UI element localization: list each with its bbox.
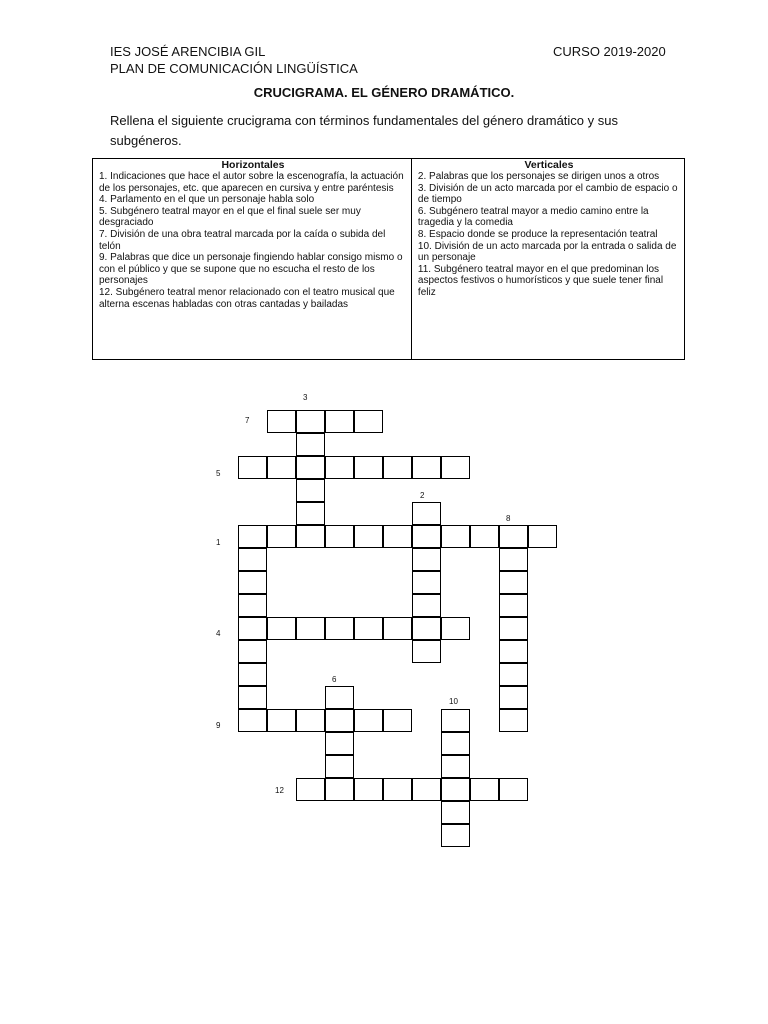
crossword-cell[interactable]	[354, 456, 383, 479]
crossword-cell[interactable]	[325, 456, 354, 479]
crossword-cell[interactable]	[499, 663, 528, 686]
crossword-cell[interactable]	[383, 778, 412, 801]
crossword-cell[interactable]	[441, 456, 470, 479]
crossword-cell[interactable]	[238, 663, 267, 686]
crossword-cell[interactable]	[383, 456, 412, 479]
crossword-cell[interactable]	[499, 525, 528, 548]
crossword-cell[interactable]	[325, 525, 354, 548]
crossword-cell[interactable]	[441, 755, 470, 778]
plan-name: PLAN DE COMUNICACIÓN LINGÜÍSTICA	[110, 61, 358, 76]
crossword-cell[interactable]	[441, 617, 470, 640]
horizontal-clues-title: Horizontales	[221, 159, 285, 171]
clue-vertical-2: 2. Palabras que los personajes se dirigen unos a otros	[417, 171, 660, 182]
crossword-cell[interactable]	[441, 778, 470, 801]
crossword-cell[interactable]	[441, 525, 470, 548]
clue-vertical-8: 8. Espacio donde se produce la representación teatral	[417, 228, 658, 240]
crossword-cell[interactable]	[296, 479, 325, 502]
clue-number-8: 8	[506, 514, 511, 523]
crossword-cell[interactable]	[325, 686, 354, 709]
crossword-cell[interactable]	[267, 525, 296, 548]
clue-number-6: 6	[332, 675, 337, 684]
clue-number-9: 9	[216, 721, 221, 730]
crossword-cell[interactable]	[296, 617, 325, 640]
clue-horizontal-9: 9. Palabras que dice un personaje fingiendo hablar consigo mismo o con el público y que se supone que no escucha el resto de los personajes	[99, 252, 403, 287]
crossword-cell[interactable]	[499, 617, 528, 640]
crossword-cell[interactable]	[499, 709, 528, 732]
crossword-cell[interactable]	[412, 778, 441, 801]
vertical-clues-column	[412, 159, 684, 359]
crossword-cell[interactable]	[441, 709, 470, 732]
crossword-cell[interactable]	[296, 709, 325, 732]
crossword-cell[interactable]	[325, 778, 354, 801]
crossword-cell[interactable]	[499, 571, 528, 594]
crossword-cell[interactable]	[238, 594, 267, 617]
crossword-cell[interactable]	[441, 732, 470, 755]
clue-number-5: 5	[216, 469, 221, 478]
clue-vertical-11: 11. Subgénero teatral mayor en el que predominan los aspectos festivos o humorísticos y que suele tener final feliz	[417, 263, 664, 298]
crossword-cell[interactable]	[267, 709, 296, 732]
crossword-cell[interactable]	[267, 410, 296, 433]
clue-number-10: 10	[449, 697, 458, 706]
clue-number-3: 3	[303, 393, 308, 402]
clue-number-2: 2	[420, 491, 425, 500]
crossword-cell[interactable]	[296, 502, 325, 525]
clue-number-4: 4	[216, 629, 221, 638]
crossword-cell[interactable]	[325, 709, 354, 732]
crossword-cell[interactable]	[296, 410, 325, 433]
crossword-cell[interactable]	[267, 456, 296, 479]
crossword-cell[interactable]	[412, 617, 441, 640]
crossword-cell[interactable]	[325, 617, 354, 640]
vertical-clues-title: Verticales	[524, 159, 574, 171]
crossword-cell[interactable]	[325, 755, 354, 778]
crossword-cell[interactable]	[238, 617, 267, 640]
clue-number-12: 12	[275, 786, 284, 795]
course-year: CURSO 2019-2020	[553, 44, 666, 59]
crossword-cell[interactable]	[267, 617, 296, 640]
clue-horizontal-1: 1. Indicaciones que hace el autor sobre la escenografía, la actuación de los personajes, etc. que aparecen en cursiva y entre paréntesis	[99, 171, 404, 194]
crossword-cell[interactable]	[528, 525, 557, 548]
crossword-cell[interactable]	[383, 617, 412, 640]
crossword-cell[interactable]	[412, 594, 441, 617]
crossword-cell[interactable]	[325, 732, 354, 755]
crossword-cell[interactable]	[354, 410, 383, 433]
clue-vertical-6: 6. Subgénero teatral mayor a medio camino entre la tragedia y la comedia	[417, 205, 649, 229]
crossword-cell[interactable]	[470, 778, 499, 801]
crossword-cell[interactable]	[238, 709, 267, 732]
clue-vertical-3: 3. División de un acto marcada por el cambio de espacio o de tiempo	[417, 182, 678, 206]
crossword-cell[interactable]	[354, 778, 383, 801]
crossword-cell[interactable]	[412, 456, 441, 479]
crossword-cell[interactable]	[441, 824, 470, 847]
clue-vertical-10: 10. División de un acto marcada por la entrada o salida de un personaje	[417, 240, 677, 264]
school-name: IES JOSÉ ARENCIBIA GIL	[110, 44, 266, 59]
crossword-cell[interactable]	[238, 456, 267, 479]
crossword-cell[interactable]	[470, 525, 499, 548]
crossword-cell[interactable]	[383, 525, 412, 548]
clue-number-7: 7	[245, 416, 250, 425]
crossword-cell[interactable]	[412, 502, 441, 525]
crossword-cell[interactable]	[238, 686, 267, 709]
crossword-cell[interactable]	[412, 548, 441, 571]
crossword-cell[interactable]	[441, 801, 470, 824]
clue-number-1: 1	[216, 538, 221, 547]
crossword-cell[interactable]	[238, 640, 267, 663]
crossword-cell[interactable]	[499, 778, 528, 801]
clue-horizontal-12: 12. Subgénero teatral menor relacionado con el teatro musical que alterna escenas habladas con otras cantadas y bailadas	[99, 286, 395, 310]
crossword-cell[interactable]	[354, 709, 383, 732]
crossword-cell[interactable]	[499, 686, 528, 709]
page-title: CRUCIGRAMA. EL GÉNERO DRAMÁTICO.	[253, 85, 515, 100]
crossword-cell[interactable]	[296, 525, 325, 548]
crossword-cell[interactable]	[296, 778, 325, 801]
crossword-cell[interactable]	[412, 525, 441, 548]
crossword-cell[interactable]	[354, 525, 383, 548]
horizontal-clues-column	[93, 159, 412, 359]
clues-table	[92, 158, 685, 360]
crossword-cell[interactable]	[383, 709, 412, 732]
crossword-cell[interactable]	[325, 410, 354, 433]
crossword-cell[interactable]	[499, 640, 528, 663]
crossword-cell[interactable]	[238, 571, 267, 594]
clue-horizontal-7: 7. División de una obra teatral marcada por la caída o subida del telón	[99, 228, 386, 252]
crossword-cell[interactable]	[296, 456, 325, 479]
crossword-cell[interactable]	[296, 433, 325, 456]
crossword-cell[interactable]	[412, 640, 441, 663]
instructions: Rellena el siguiente crucigrama con términos fundamentales del género dramático y sus subgéneros.	[110, 113, 618, 148]
crossword-cell[interactable]	[354, 617, 383, 640]
crossword-cell[interactable]	[238, 525, 267, 548]
crossword-cell[interactable]	[412, 571, 441, 594]
crossword-cell[interactable]	[499, 548, 528, 571]
crossword-cell[interactable]	[499, 594, 528, 617]
clue-horizontal-5: 5. Subgénero teatral mayor en el que el final suele ser muy desgraciado	[99, 205, 361, 229]
clue-horizontal-4: 4. Parlamento en el que un personaje habla solo	[99, 194, 315, 206]
crossword-cell[interactable]	[238, 548, 267, 571]
